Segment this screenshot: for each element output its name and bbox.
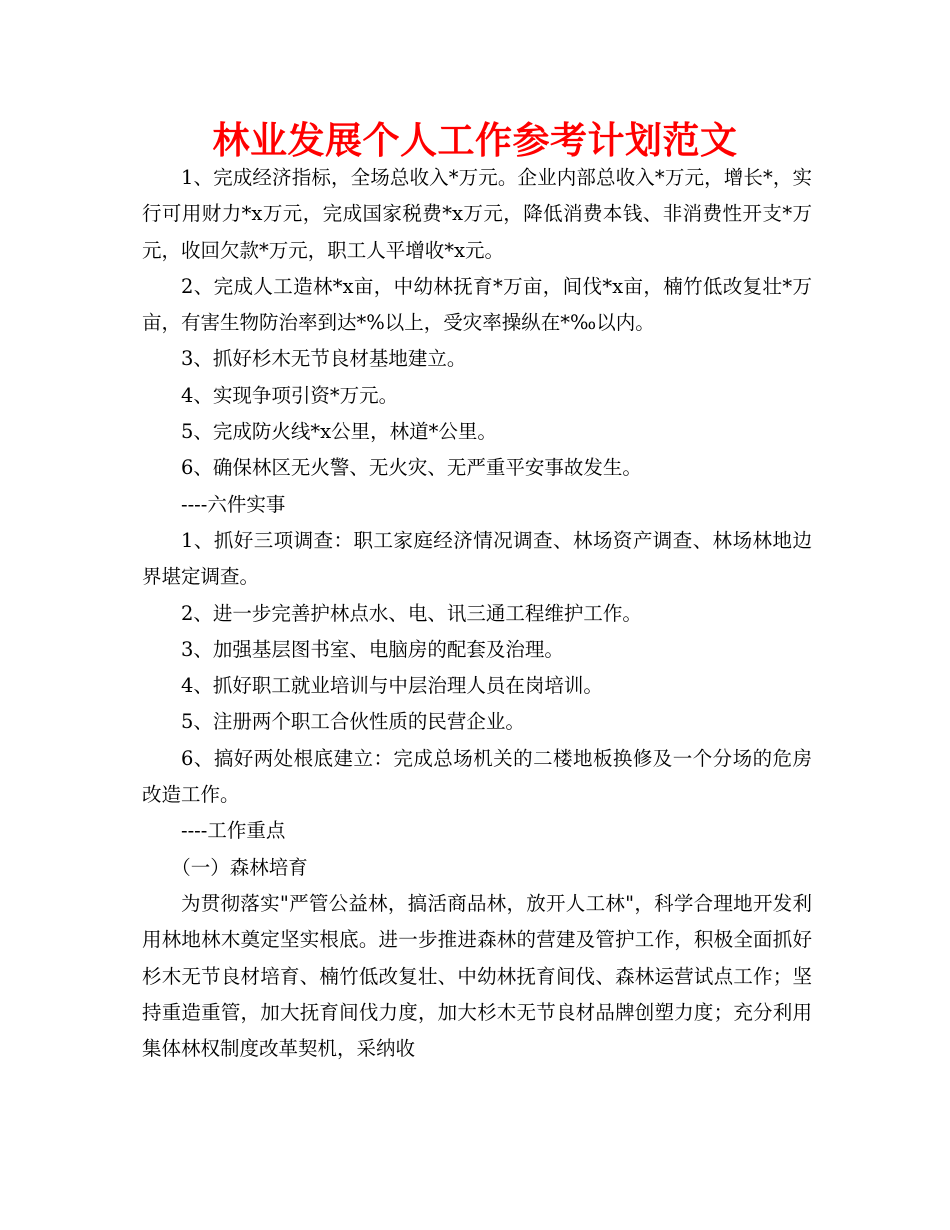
paragraph: 2、进一步完善护林点水、电、讯三通工程维护工作。	[181, 601, 642, 625]
subsection-heading: （一）森林培育	[171, 855, 308, 879]
paragraph: 6、确保林区无火警、无火灾、无严重平安事故发生。	[181, 456, 642, 480]
paragraph: 3、抓好杉木无节良材基地建立。	[181, 347, 467, 371]
paragraph: 4、抓好职工就业培训与中层治理人员在岗培训。	[181, 674, 603, 698]
paragraph: 5、注册两个职工合伙性质的民营企业。	[181, 710, 525, 734]
paragraph: 4、实现争项引资*万元。	[181, 383, 399, 407]
paragraph: 5、完成防火线*x公里，林道*公里。	[181, 420, 497, 444]
document-title: 林业发展个人工作参考计划范文	[212, 119, 738, 162]
paragraph: 3、加强基层图书室、电脑房的配套及治理。	[181, 637, 564, 661]
document-body	[142, 160, 812, 1067]
section-heading: ----六件实事	[181, 492, 286, 516]
paragraph: 1、抓好三项调查：职工家庭经济情况调查、林场资产调查、林场林地边界堪定调查。	[142, 528, 812, 589]
section-heading: ----工作重点	[181, 819, 286, 843]
paragraph: 2、完成人工造林*x亩，中幼林抚育*万亩，间伐*x亩，楠竹低改复壮*万亩，有害生物防治率到达*%以上，受灾率操纵在*‰以内。	[142, 274, 812, 335]
paragraph: 1、完成经济指标，全场总收入*万元。企业内部总收入*万元，增长*，实行可用财力*x万元，完成国家税费*x万元，降低消费本钱、非消费性开支*万元，收回欠款*万元，职工人平增收*x元。	[142, 166, 812, 262]
paragraph: 为贯彻落实"严管公益林，搞活商品林，放开人工林"，科学合理地开发利用林地林木奠定坚实根底。进一步推进森林的营建及管护工作，积极全面抓好杉木无节良材培育、楠竹低改复壮、中幼林抚育间伐、森林运营试点工作；坚持重造重管，加大抚育间伐力度，加大杉木无节良材品牌创塑力度；充分利用集体林权制度改革契机，采纳收	[142, 891, 812, 1061]
paragraph: 6、搞好两处根底建立：完成总场机关的二楼地板换修及一个分场的危房改造工作。	[142, 746, 812, 807]
